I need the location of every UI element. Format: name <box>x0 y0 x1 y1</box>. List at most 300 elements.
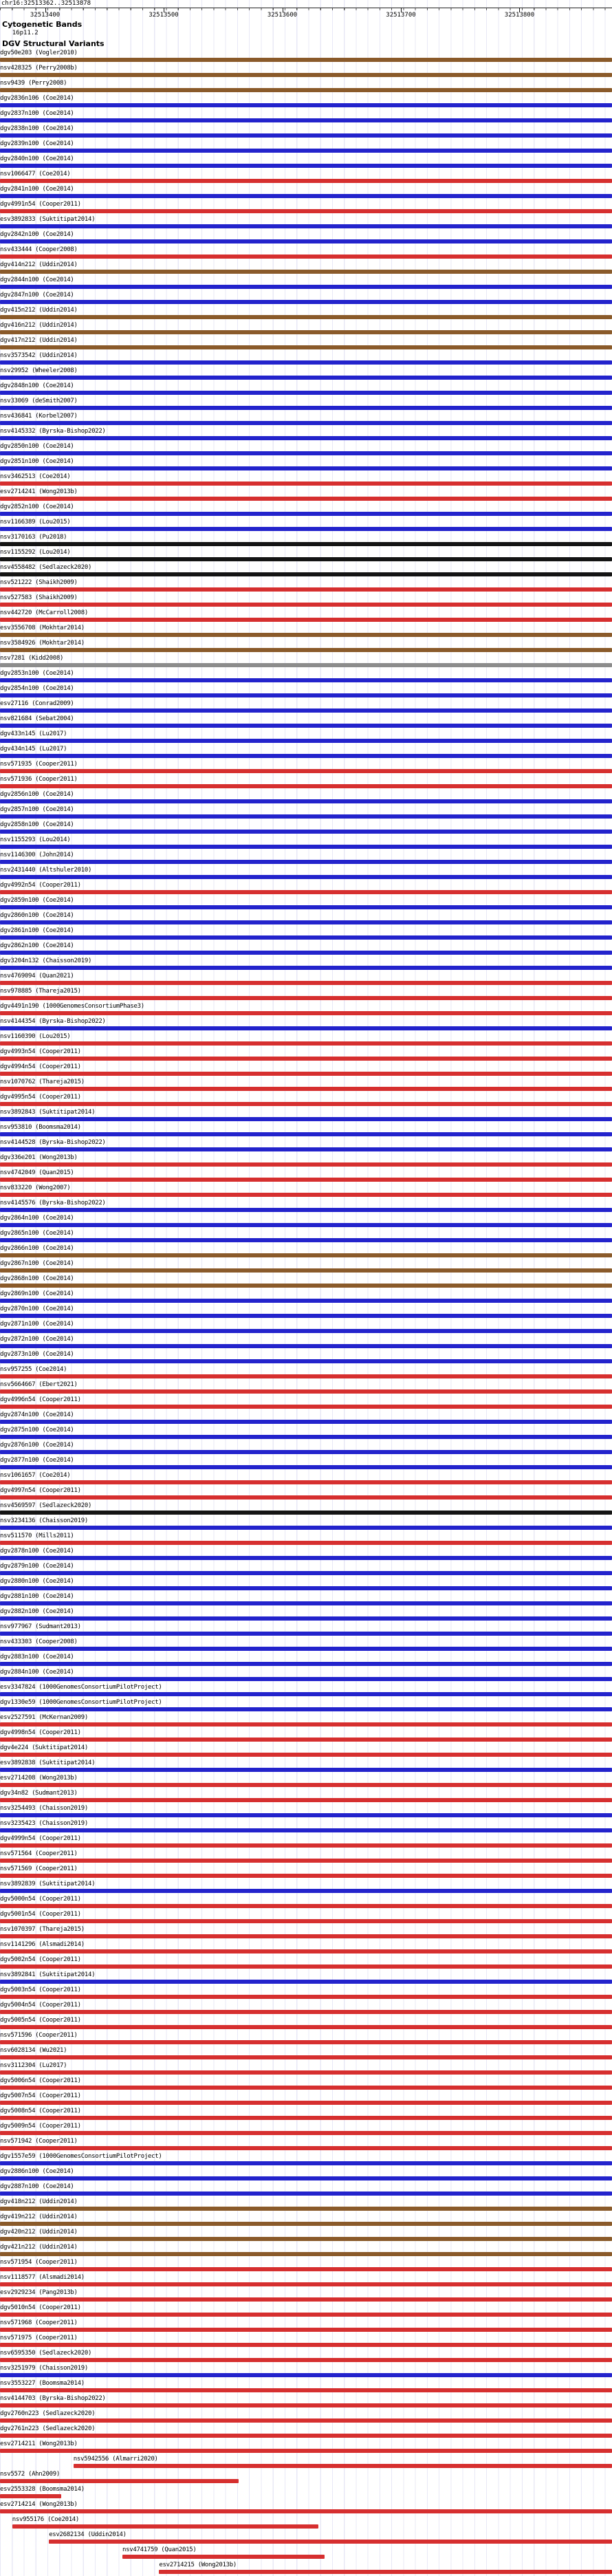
variant-bar[interactable] <box>0 1480 612 1484</box>
variant-bar[interactable] <box>0 391 612 395</box>
variant-label[interactable]: dgv4491n190 (1000GenomesConsortiumPhase3) <box>0 1003 144 1010</box>
variant-bar[interactable] <box>0 2267 612 2271</box>
variant-bar[interactable] <box>0 2237 612 2241</box>
variant-label[interactable]: dgv2853n100 (Coe2014) <box>0 670 74 677</box>
variant-label[interactable]: dgv5003n54 (Cooper2011) <box>0 1987 81 1993</box>
variant-label[interactable]: dgv2841n100 (Coe2014) <box>0 186 74 193</box>
variant-label[interactable]: nsv1141296 (Alsmadi2014) <box>0 1941 85 1948</box>
variant-bar[interactable] <box>0 1193 612 1197</box>
variant-bar[interactable] <box>122 2555 325 2559</box>
variant-bar[interactable] <box>0 572 612 576</box>
variant-bar[interactable] <box>0 769 612 773</box>
variant-bar[interactable] <box>0 436 612 440</box>
variant-label[interactable]: nsv4741759 (Quan2015) <box>122 2546 197 2553</box>
variant-bar[interactable] <box>0 1329 612 1333</box>
variant-bar[interactable] <box>0 1344 612 1348</box>
variant-bar[interactable] <box>49 2540 612 2544</box>
variant-label[interactable]: nsv571935 (Cooper2011) <box>0 761 78 768</box>
variant-bar[interactable] <box>0 270 612 274</box>
variant-label[interactable]: dgv2857n100 (Coe2014) <box>0 806 74 813</box>
variant-bar[interactable] <box>0 830 612 834</box>
variant-bar[interactable] <box>0 1026 612 1030</box>
variant-bar[interactable] <box>0 1556 612 1560</box>
variant-bar[interactable] <box>0 1087 612 1091</box>
variant-label[interactable]: nsv3234136 (Chaisson2019) <box>0 1517 88 1524</box>
variant-bar[interactable] <box>0 2176 612 2180</box>
variant-bar[interactable] <box>0 1783 612 1787</box>
variant-label[interactable]: nsv1066477 (Coe2014) <box>0 171 71 177</box>
variant-label[interactable]: nsv3112304 (Lu2017) <box>0 2062 67 2069</box>
variant-label[interactable]: dgv2850n100 (Coe2014) <box>0 443 74 450</box>
variant-bar[interactable] <box>0 2313 612 2317</box>
variant-bar[interactable] <box>0 693 612 697</box>
variant-label[interactable]: dgv421n212 (Uddin2014) <box>0 2244 78 2251</box>
variant-bar[interactable] <box>0 1874 612 1878</box>
variant-label[interactable]: dgv2864n100 (Coe2014) <box>0 1215 74 1222</box>
variant-label[interactable]: nsv3892839 (Suktitipat2014) <box>0 1881 96 1887</box>
variant-label[interactable]: dgv418n212 (Uddin2014) <box>0 2198 78 2205</box>
variant-bar[interactable] <box>0 118 612 122</box>
variant-label[interactable]: dgv2842n100 (Coe2014) <box>0 231 74 238</box>
variant-label[interactable]: dgv2761n223 (Sedlazeck2020) <box>0 2425 96 2432</box>
variant-label[interactable]: dgv2876n100 (Coe2014) <box>0 1442 74 1449</box>
variant-label[interactable]: dgv420n212 (Uddin2014) <box>0 2229 78 2236</box>
variant-bar[interactable] <box>0 724 612 728</box>
variant-label[interactable]: dgv2874n100 (Coe2014) <box>0 1411 74 1418</box>
variant-bar[interactable] <box>0 58 612 62</box>
variant-bar[interactable] <box>0 1586 612 1590</box>
variant-label[interactable]: dgv4999n54 (Cooper2011) <box>0 1835 81 1842</box>
variant-bar[interactable] <box>12 2524 318 2529</box>
variant-label[interactable]: dgv2852n100 (Coe2014) <box>0 504 74 510</box>
variant-bar[interactable] <box>0 1057 612 1061</box>
variant-label[interactable]: nsv9439 (Perry2008) <box>0 80 67 87</box>
variant-bar[interactable] <box>0 1178 612 1182</box>
variant-bar[interactable] <box>0 2373 612 2377</box>
variant-bar[interactable] <box>0 2207 612 2211</box>
variant-label[interactable]: dgv5007n54 (Cooper2011) <box>0 2092 81 2099</box>
variant-label[interactable]: dgv4991n54 (Cooper2011) <box>0 201 81 208</box>
variant-label[interactable]: nsv428325 (Perry2008b) <box>0 65 78 72</box>
variant-label[interactable]: dgv2838n100 (Coe2014) <box>0 125 74 132</box>
variant-label[interactable]: dgv2880n100 (Coe2014) <box>0 1578 74 1585</box>
variant-label[interactable]: nsv3892841 (Suktitipat2014) <box>0 1971 96 1978</box>
variant-bar[interactable] <box>0 1132 612 1136</box>
variant-label[interactable]: dgv2848n100 (Coe2014) <box>0 382 74 389</box>
variant-label[interactable]: dgv2860n100 (Coe2014) <box>0 912 74 919</box>
variant-bar[interactable] <box>0 1738 612 1742</box>
variant-label[interactable]: nsv4145576 (Byrska-Bishop2022) <box>0 1200 106 1206</box>
variant-label[interactable]: dgv4996n54 (Cooper2011) <box>0 1396 81 1403</box>
variant-bar[interactable] <box>0 633 612 637</box>
variant-bar[interactable] <box>0 1435 612 1439</box>
variant-label[interactable]: nsv433303 (Cooper2008) <box>0 1638 78 1645</box>
variant-bar[interactable] <box>0 360 612 365</box>
variant-label[interactable]: dgv2886n100 (Coe2014) <box>0 2168 74 2175</box>
variant-label[interactable]: nsv5572 (Ahn2009) <box>0 2471 61 2478</box>
variant-bar[interactable] <box>0 481 612 486</box>
variant-bar[interactable] <box>0 799 612 803</box>
variant-label[interactable]: nsv3170163 (Pu2018) <box>0 534 67 541</box>
variant-label[interactable]: nsv521222 (Shaikh2009) <box>0 579 78 586</box>
variant-bar[interactable] <box>0 88 612 92</box>
variant-bar[interactable] <box>0 1889 612 1893</box>
variant-label[interactable]: nsv1070397 (Thareja2015) <box>0 1926 85 1933</box>
variant-label[interactable]: dgv1330e59 (1000GenomesConsortiumPilotProject) <box>0 1699 162 1706</box>
variant-label[interactable]: nsv4558482 (Sedlazeck2020) <box>0 564 92 571</box>
variant-bar[interactable] <box>0 2116 612 2120</box>
variant-label[interactable]: dgv414n212 (Uddin2014) <box>0 261 78 268</box>
variant-label[interactable]: dgv4992n54 (Cooper2011) <box>0 882 81 889</box>
variant-label[interactable]: nsv3462513 (Coe2014) <box>0 473 71 480</box>
variant-bar[interactable] <box>0 1904 612 1908</box>
variant-label[interactable]: dgv2875n100 (Coe2014) <box>0 1427 74 1433</box>
variant-label[interactable]: dgv2879n100 (Coe2014) <box>0 1563 74 1570</box>
variant-label[interactable]: dgv4994n54 (Cooper2011) <box>0 1063 81 1070</box>
variant-bar[interactable] <box>0 2191 612 2196</box>
variant-bar[interactable] <box>0 1238 612 1242</box>
variant-bar[interactable] <box>0 2161 612 2165</box>
variant-label[interactable]: nsv1155292 (Lou2014) <box>0 549 71 556</box>
variant-bar[interactable] <box>0 330 612 334</box>
variant-label[interactable]: nsv3553227 (Boomsma2014) <box>0 2380 85 2387</box>
variant-label[interactable]: dgv2836n106 (Coe2014) <box>0 95 74 102</box>
variant-bar[interactable] <box>0 255 612 259</box>
variant-label[interactable]: dgv2883n100 (Coe2014) <box>0 1654 74 1660</box>
variant-label[interactable]: dgv1557e59 (1000GenomesConsortiumPilotProject) <box>0 2153 162 2160</box>
variant-label[interactable]: nsv3573542 (Uddin2014) <box>0 352 78 359</box>
variant-label[interactable]: nsv527583 (Shaikh2009) <box>0 594 78 601</box>
variant-label[interactable]: dgv3204n132 (Chaisson2019) <box>0 957 92 964</box>
variant-bar[interactable] <box>0 557 612 561</box>
variant-bar[interactable] <box>0 1208 612 1212</box>
variant-label[interactable]: nsv4742049 (Quan2015) <box>0 1169 74 1176</box>
variant-bar[interactable] <box>0 1450 612 1454</box>
variant-bar[interactable] <box>0 814 612 819</box>
variant-label[interactable]: dgv2865n100 (Coe2014) <box>0 1230 74 1237</box>
variant-bar[interactable] <box>0 466 612 470</box>
variant-label[interactable]: dgv417n212 (Uddin2014) <box>0 337 78 344</box>
variant-bar[interactable] <box>0 1813 612 1817</box>
variant-bar[interactable] <box>0 935 612 940</box>
variant-label[interactable]: dgv2847n100 (Coe2014) <box>0 292 74 299</box>
variant-label[interactable]: nsv571564 (Cooper2011) <box>0 1850 78 1857</box>
variant-bar[interactable] <box>74 2464 612 2468</box>
variant-bar[interactable] <box>0 2146 612 2150</box>
variant-bar[interactable] <box>0 1253 612 1257</box>
variant-bar[interactable] <box>0 1965 612 1969</box>
variant-label[interactable]: dgv2851n100 (Coe2014) <box>0 458 74 465</box>
variant-bar[interactable] <box>0 1117 612 1121</box>
variant-bar[interactable] <box>0 2494 61 2498</box>
variant-label[interactable]: nsv3251979 (Chaisson2019) <box>0 2365 88 2372</box>
variant-bar[interactable] <box>0 73 612 77</box>
variant-label[interactable]: dgv416n212 (Uddin2014) <box>0 322 78 329</box>
variant-bar[interactable] <box>0 2131 612 2135</box>
variant-bar[interactable] <box>0 1843 612 1848</box>
variant-label[interactable]: nsv821684 (Sebat2004) <box>0 715 74 722</box>
variant-bar[interactable] <box>0 996 612 1000</box>
variant-label[interactable]: dgv2856n100 (Coe2014) <box>0 791 74 798</box>
variant-bar[interactable] <box>0 951 612 955</box>
variant-label[interactable]: dgv4993n54 (Cooper2011) <box>0 1048 81 1055</box>
variant-bar[interactable] <box>0 1768 612 1772</box>
variant-label[interactable]: nsv442720 (McCarroll2008) <box>0 609 88 616</box>
variant-label[interactable]: dgv2869n100 (Coe2014) <box>0 1290 74 1297</box>
variant-label[interactable]: dgv434n145 (Lu2017) <box>0 746 67 753</box>
variant-bar[interactable] <box>0 1632 612 1636</box>
variant-label[interactable]: dgv2844n100 (Coe2014) <box>0 277 74 283</box>
variant-bar[interactable] <box>0 2010 612 2014</box>
variant-label[interactable]: nsv3254493 (Chaisson2019) <box>0 1805 88 1812</box>
variant-label[interactable]: dgv5004n54 (Cooper2011) <box>0 2002 81 2009</box>
variant-label[interactable]: dgv2859n100 (Coe2014) <box>0 897 74 904</box>
variant-label[interactable]: nsv571936 (Cooper2011) <box>0 776 78 783</box>
variant-bar[interactable] <box>0 2252 612 2256</box>
variant-bar[interactable] <box>0 1753 612 1757</box>
variant-label[interactable]: nsv957255 (Coe2014) <box>0 1366 67 1373</box>
variant-label[interactable]: nsv571942 (Cooper2011) <box>0 2138 78 2145</box>
variant-bar[interactable] <box>0 2282 612 2286</box>
variant-bar[interactable] <box>0 1389 612 1394</box>
variant-label[interactable]: esv3892833 (Suktitipat2014) <box>0 216 96 223</box>
variant-label[interactable]: esv2714214 (Wong2013b) <box>0 2501 78 2508</box>
variant-label[interactable]: nsv5942556 (Almarri2020) <box>73 2456 158 2463</box>
variant-bar[interactable] <box>0 300 612 304</box>
variant-label[interactable]: dgv415n212 (Uddin2014) <box>0 307 78 314</box>
variant-bar[interactable] <box>0 905 612 909</box>
variant-bar[interactable] <box>0 451 612 455</box>
variant-label[interactable]: dgv5008n54 (Cooper2011) <box>0 2108 81 2114</box>
variant-label[interactable]: dgv2861n100 (Coe2014) <box>0 927 74 934</box>
variant-label[interactable]: nsv1118577 (Alsmadi2014) <box>0 2274 85 2281</box>
variant-bar[interactable] <box>0 2509 612 2513</box>
variant-label[interactable]: dgv5002n54 (Cooper2011) <box>0 1956 81 1963</box>
variant-label[interactable]: nsv33069 (deSmith2007) <box>0 398 78 404</box>
variant-label[interactable]: nsv571596 (Cooper2011) <box>0 2032 78 2039</box>
variant-bar[interactable] <box>0 1495 612 1500</box>
variant-label[interactable]: esv2682134 (Uddin2014) <box>49 2531 127 2538</box>
variant-bar[interactable] <box>0 678 612 682</box>
variant-label[interactable]: nsv571569 (Cooper2011) <box>0 1865 78 1872</box>
variant-label[interactable]: dgv2873n100 (Coe2014) <box>0 1351 74 1358</box>
variant-label[interactable]: dgv5006n54 (Cooper2011) <box>0 2077 81 2084</box>
variant-bar[interactable] <box>0 285 612 289</box>
variant-label[interactable]: nsv6595350 (Sedlazeck2020) <box>0 2350 92 2357</box>
variant-label[interactable]: nsv4144354 (Byrska-Bishop2022) <box>0 1018 106 1025</box>
variant-bar[interactable] <box>0 618 612 622</box>
variant-bar[interactable] <box>0 1284 612 1288</box>
variant-label[interactable]: nsv833220 (Wong2007) <box>0 1184 71 1191</box>
variant-label[interactable]: dgv4997n54 (Cooper2011) <box>0 1487 81 1494</box>
variant-label[interactable]: dgv50e203 (Vogler2010) <box>0 50 78 56</box>
variant-label[interactable]: esv2553328 (Boomsma2014) <box>0 2486 85 2493</box>
variant-bar[interactable] <box>0 1072 612 1076</box>
variant-label[interactable]: dgv2839n100 (Coe2014) <box>0 140 74 147</box>
variant-label[interactable]: nsv4569597 (Sedlazeck2020) <box>0 1502 92 1509</box>
variant-label[interactable]: dgv2877n100 (Coe2014) <box>0 1457 74 1464</box>
variant-label[interactable]: nsv571968 (Cooper2011) <box>0 2319 78 2326</box>
variant-label[interactable]: dgv2837n100 (Coe2014) <box>0 110 74 117</box>
variant-bar[interactable] <box>0 1798 612 1802</box>
variant-bar[interactable] <box>0 133 612 138</box>
variant-bar[interactable] <box>0 1677 612 1681</box>
variant-bar[interactable] <box>0 875 612 879</box>
variant-bar[interactable] <box>0 1041 612 1046</box>
variant-bar[interactable] <box>0 1859 612 1863</box>
variant-bar[interactable] <box>0 2101 612 2105</box>
variant-bar[interactable] <box>0 1011 612 1015</box>
variant-bar[interactable] <box>0 421 612 425</box>
variant-label[interactable]: dgv2887n100 (Coe2014) <box>0 2183 74 2190</box>
variant-bar[interactable] <box>0 1102 612 1106</box>
variant-bar[interactable] <box>0 1722 612 1727</box>
variant-bar[interactable] <box>0 2403 612 2407</box>
variant-label[interactable]: nsv4145332 (Byrska-Bishop2022) <box>0 428 106 435</box>
variant-label[interactable]: nsv4144528 (Byrska-Bishop2022) <box>0 1139 106 1146</box>
variant-bar[interactable] <box>0 1601 612 1605</box>
variant-bar[interactable] <box>0 920 612 924</box>
variant-bar[interactable] <box>0 224 612 228</box>
variant-label[interactable]: esv2527591 (McKernan2009) <box>0 1714 88 1721</box>
variant-bar[interactable] <box>0 179 612 183</box>
variant-bar[interactable] <box>0 648 612 652</box>
variant-label[interactable]: dgv34n82 (Sudmant2013) <box>0 1790 78 1797</box>
variant-bar[interactable] <box>0 1692 612 1696</box>
variant-bar[interactable] <box>0 406 612 410</box>
variant-bar[interactable] <box>0 845 612 849</box>
variant-bar[interactable] <box>0 708 612 713</box>
variant-bar[interactable] <box>0 890 612 894</box>
variant-bar[interactable] <box>0 739 612 743</box>
variant-bar[interactable] <box>0 1980 612 1984</box>
variant-label[interactable]: nsv1070762 (Thareja2015) <box>0 1079 85 1085</box>
variant-bar[interactable] <box>0 239 612 243</box>
variant-bar[interactable] <box>0 1374 612 1378</box>
variant-bar[interactable] <box>0 587 612 592</box>
variant-label[interactable]: dgv433n145 (Lu2017) <box>0 730 67 737</box>
variant-bar[interactable] <box>0 542 612 546</box>
variant-label[interactable]: dgv2871n100 (Coe2014) <box>0 1321 74 1328</box>
variant-label[interactable]: dgv2882n100 (Coe2014) <box>0 1608 74 1615</box>
variant-bar[interactable] <box>0 164 612 168</box>
variant-bar[interactable] <box>0 1647 612 1651</box>
variant-bar[interactable] <box>0 1571 612 1575</box>
variant-label[interactable]: dgv2878n100 (Coe2014) <box>0 1548 74 1555</box>
variant-label[interactable]: dgv2854n100 (Coe2014) <box>0 685 74 692</box>
variant-bar[interactable] <box>0 663 612 667</box>
variant-label[interactable]: dgv336e201 (Wong2013b) <box>0 1154 78 1161</box>
variant-bar[interactable] <box>0 1949 612 1953</box>
variant-label[interactable]: dgv2872n100 (Coe2014) <box>0 1336 74 1343</box>
variant-label[interactable]: nsv433444 (Cooper2008) <box>0 246 78 253</box>
variant-bar[interactable] <box>0 2025 612 2029</box>
variant-label[interactable]: nsv1061657 (Coe2014) <box>0 1472 71 1479</box>
variant-bar[interactable] <box>0 1616 612 1621</box>
variant-bar[interactable] <box>0 1147 612 1151</box>
variant-label[interactable]: dgv2760n223 (Sedlazeck2020) <box>0 2410 96 2417</box>
variant-bar[interactable] <box>0 2449 612 2453</box>
variant-bar[interactable] <box>0 2418 612 2423</box>
variant-label[interactable]: dgv2881n100 (Coe2014) <box>0 1593 74 1600</box>
variant-label[interactable]: nsv1160390 (Lou2015) <box>0 1033 71 1040</box>
variant-bar[interactable] <box>0 784 612 788</box>
variant-label[interactable]: nsv571954 (Cooper2011) <box>0 2259 78 2266</box>
variant-label[interactable]: dgv5000n54 (Cooper2011) <box>0 1896 81 1903</box>
variant-label[interactable]: dgv5009n54 (Cooper2011) <box>0 2123 81 2130</box>
variant-bar[interactable] <box>0 376 612 380</box>
variant-bar[interactable] <box>0 1162 612 1167</box>
variant-bar[interactable] <box>0 194 612 198</box>
variant-bar[interactable] <box>0 103 612 107</box>
variant-bar[interactable] <box>0 2328 612 2332</box>
variant-label[interactable]: nsv5664667 (Ebert2021) <box>0 1381 78 1388</box>
variant-bar[interactable] <box>0 1314 612 1318</box>
variant-label[interactable]: dgv2870n100 (Coe2014) <box>0 1306 74 1312</box>
variant-bar[interactable] <box>0 1828 612 1832</box>
variant-bar[interactable] <box>0 981 612 985</box>
variant-label[interactable]: esv2714215 (Wong2013b) <box>159 2562 237 2568</box>
variant-bar[interactable] <box>0 2070 612 2075</box>
variant-bar[interactable] <box>0 2388 612 2392</box>
variant-bar[interactable] <box>0 1995 612 1999</box>
variant-label[interactable]: dgv2840n100 (Coe2014) <box>0 155 74 162</box>
variant-label[interactable]: nsv953810 (Boomsma2014) <box>0 1124 81 1131</box>
variant-label[interactable]: nsv7281 (Kidd2008) <box>0 655 64 662</box>
variant-bar[interactable] <box>159 2570 612 2574</box>
variant-label[interactable]: nsv571975 (Cooper2011) <box>0 2335 78 2341</box>
variant-label[interactable]: esv27116 (Conrad2009) <box>0 700 74 707</box>
variant-bar[interactable] <box>0 2040 612 2044</box>
variant-bar[interactable] <box>0 512 612 516</box>
variant-label[interactable]: nsv1146300 (John2014) <box>0 852 74 858</box>
variant-bar[interactable] <box>0 2055 612 2059</box>
cytoband-label[interactable]: 16p11.2 <box>12 30 39 36</box>
variant-bar[interactable] <box>0 2086 612 2090</box>
variant-bar[interactable] <box>0 1662 612 1666</box>
variant-bar[interactable] <box>0 1223 612 1227</box>
variant-bar[interactable] <box>0 860 612 864</box>
variant-label[interactable]: esv3892838 (Suktitipat2014) <box>0 1760 96 1766</box>
variant-label[interactable]: nsv3584926 (Mokhtar2014) <box>0 640 85 647</box>
variant-bar[interactable] <box>0 1934 612 1938</box>
variant-bar[interactable] <box>0 1526 612 1530</box>
variant-label[interactable]: dgv2858n100 (Coe2014) <box>0 821 74 828</box>
variant-bar[interactable] <box>0 754 612 758</box>
variant-label[interactable]: esv3347824 (1000GenomesConsortiumPilotProject) <box>0 1684 162 1691</box>
variant-bar[interactable] <box>0 527 612 531</box>
variant-bar[interactable] <box>0 315 612 319</box>
variant-label[interactable]: dgv5001n54 (Cooper2011) <box>0 1911 81 1918</box>
variant-bar[interactable] <box>0 1919 612 1923</box>
variant-label[interactable]: nsv4144703 (Byrska-Bishop2022) <box>0 2395 106 2402</box>
variant-label[interactable]: dgv419n212 (Uddin2014) <box>0 2214 78 2220</box>
variant-label[interactable]: nsv3235423 (Chaisson2019) <box>0 1820 88 1827</box>
variant-label[interactable]: nsv29952 (Wheeler2008) <box>0 367 78 374</box>
variant-bar[interactable] <box>0 1707 612 1711</box>
variant-bar[interactable] <box>0 603 612 607</box>
variant-bar[interactable] <box>0 2434 612 2438</box>
variant-label[interactable]: nsv1166389 (Lou2015) <box>0 519 71 526</box>
variant-label[interactable]: nsv955176 (Coe2014) <box>12 2516 80 2523</box>
variant-bar[interactable] <box>0 1420 612 1424</box>
variant-label[interactable]: nsv1155293 (Lou2014) <box>0 836 71 843</box>
variant-bar[interactable] <box>0 2297 612 2302</box>
variant-label[interactable]: dgv2884n100 (Coe2014) <box>0 1669 74 1676</box>
variant-label[interactable]: esv2714208 (Wong2013b) <box>0 1775 78 1782</box>
variant-label[interactable]: nsv978885 (Thareja2015) <box>0 988 81 995</box>
variant-bar[interactable] <box>0 1405 612 1409</box>
